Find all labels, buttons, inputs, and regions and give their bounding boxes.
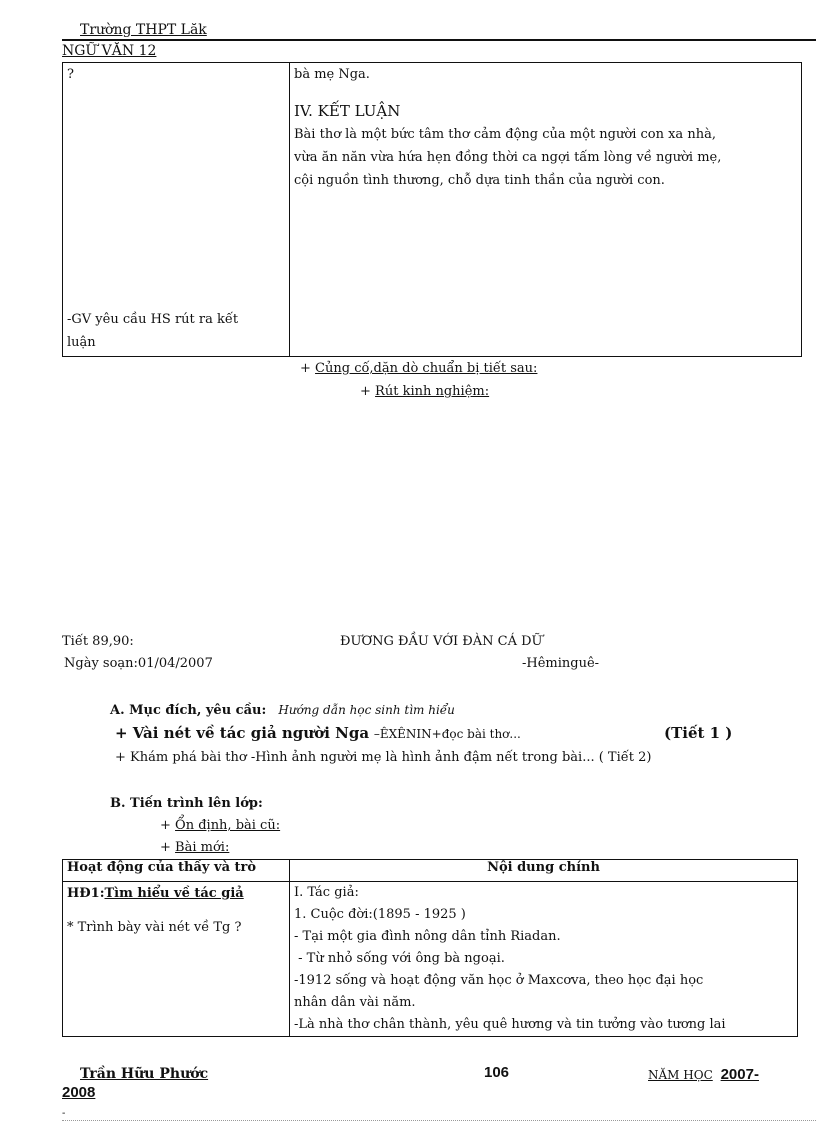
section-b-item-2	[160, 840, 229, 855]
experience-note	[360, 384, 489, 399]
content-line-7: -Là nhà thơ chân thành, yêu quê hương và tin tưởng vào tương lai	[294, 1017, 726, 1032]
conclusion-heading: IV. KẾT LUẬN	[294, 102, 401, 120]
section-b-item-1	[160, 818, 280, 833]
footer-dotted-line	[62, 1120, 816, 1121]
lesson-table	[62, 859, 798, 1037]
footer-year	[648, 1066, 759, 1083]
consolidate-text: Củng cố,dặn dò chuẩn bị tiết sau:	[315, 361, 538, 376]
top-table-left-cell	[63, 63, 290, 357]
column-header-content: Nội dung chính	[290, 860, 798, 882]
top-table-right-cell	[290, 63, 802, 357]
hd1-heading	[67, 882, 285, 905]
lesson-period: Tiết 89,90:	[62, 634, 134, 649]
hd1-question: * Trình bày vài nét về Tg ?	[67, 920, 242, 935]
new-lesson-text: Bài mới:	[175, 840, 230, 855]
section-b-label: B. Tiến trình lên lớp:	[110, 796, 263, 811]
content-line-3: - Tại một gia đình nông dân tỉnh Riadan.	[294, 929, 561, 944]
page-number: 106	[484, 1064, 510, 1081]
lesson-title: ĐƯƠNG ĐẦU VỚI ĐÀN CÁ DỮ	[340, 634, 543, 649]
hd1-title: Tìm hiểu về tác giả	[104, 886, 244, 901]
year-end: 2008	[62, 1084, 96, 1101]
section-a-label: A. Mục đích, yêu cầu:	[110, 703, 267, 718]
section-a-item-1-period: (Tiết 1 )	[664, 724, 733, 742]
section-a-note: Hướng dẫn học sinh tìm hiểu	[278, 703, 455, 717]
plus-sign: +	[160, 840, 171, 855]
content-line-1: I. Tác giả:	[294, 885, 359, 900]
content-line-2: 1. Cuộc đời:(1895 - 1925 )	[294, 907, 466, 922]
plus-sign: +	[360, 384, 371, 399]
right-first-line: bà mẹ Nga.	[294, 67, 370, 82]
lesson-author: -Hêminguê-	[522, 656, 600, 671]
year-label: NĂM HỌC	[648, 1068, 713, 1082]
footer-mark: -	[62, 1108, 66, 1119]
plus-sign: +	[160, 818, 171, 833]
item1-main: + Vài nét về tác giả người Nga	[115, 724, 370, 742]
content-cell	[290, 882, 798, 1037]
lesson-date: Ngày soạn:01/04/2007	[64, 656, 213, 671]
hd1-prefix: HĐ1:	[67, 886, 105, 901]
activity-cell	[63, 882, 290, 1037]
question-mark: ?	[67, 67, 74, 82]
section-a	[110, 703, 455, 718]
section-a-item-1	[115, 724, 521, 742]
left-bottom-line-2: luận	[67, 335, 96, 350]
consolidate-note	[300, 361, 537, 376]
content-line-5: -1912 sống và hoạt động văn học ở Maxcơva, theo học đại học	[294, 973, 704, 988]
conclusion-line-3: cội nguồn tình thương, chỗ dựa tinh thần của người con.	[294, 173, 665, 188]
item1-rest: –ÊXÊNIN+đọc bài thơ...	[373, 727, 521, 741]
column-header-activity: Hoạt động của thầy và trò	[63, 860, 290, 882]
footer-author: Trần Hữu Phước	[80, 1066, 209, 1082]
left-bottom-line-1: -GV yêu cầu HS rút ra kết	[67, 312, 239, 327]
school-name: Trường THPT Lăk	[80, 22, 207, 38]
content-line-6: nhân dân vài năm.	[294, 995, 416, 1010]
experience-text: Rút kinh nghiệm:	[375, 384, 490, 399]
plus-sign: +	[300, 361, 311, 376]
section-a-item-2: + Khám phá bài thơ -Hình ảnh người mẹ là hình ảnh đậm nết trong bài... ( Tiết 2)	[115, 750, 652, 765]
header-rule	[62, 39, 816, 41]
content-line-4: - Từ nhỏ sống với ông bà ngoại.	[294, 951, 505, 966]
year-start: 2007-	[720, 1066, 759, 1083]
top-table	[62, 62, 802, 357]
stabilize-text: Ổn định, bài cũ:	[175, 818, 281, 833]
conclusion-line-2: vừa ăn năn vừa hứa hẹn đồng thời ca ngợi tấm lòng về người mẹ,	[294, 150, 722, 165]
subject-label: NGỮ VĂN 12	[62, 43, 157, 59]
conclusion-line-1: Bài thơ là một bức tâm thơ cảm động của một người con xa nhà,	[294, 127, 716, 142]
